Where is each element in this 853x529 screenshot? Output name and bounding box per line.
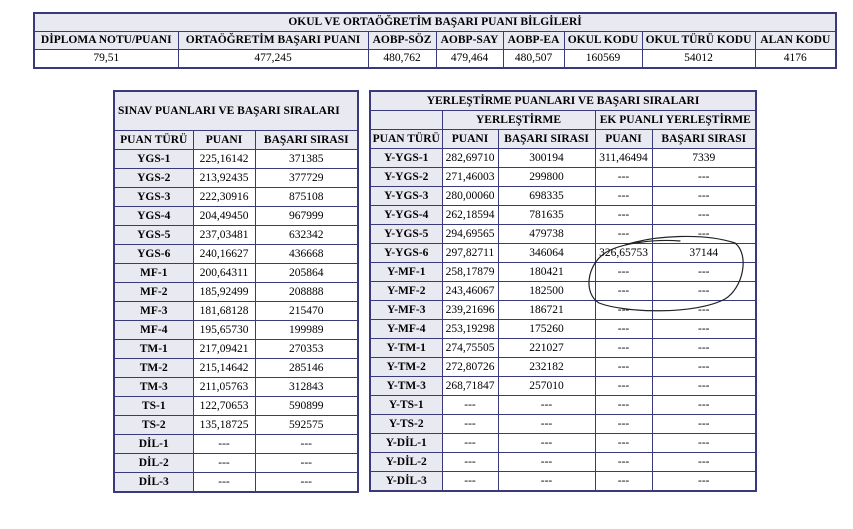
col-header: PUANI (442, 130, 498, 149)
group-header-bonus-placement: EK PUANLI YERLEŞTİRME (595, 111, 756, 130)
score-type-cell: TM-1 (114, 340, 193, 359)
table-row (370, 453, 756, 472)
school-score-value-row (34, 50, 836, 69)
table-row (114, 188, 358, 207)
value-cell: --- (652, 263, 756, 282)
value-cell: 479738 (498, 225, 595, 244)
value-cell: 253,19298 (442, 320, 498, 339)
col-header: BAŞARI SIRASI (498, 130, 595, 149)
score-type-cell: Y-DİL-1 (370, 434, 442, 453)
table-row (370, 187, 756, 206)
score-type-cell: Y-TS-2 (370, 415, 442, 434)
table-row (114, 226, 358, 245)
value-cell: 480,507 (503, 50, 564, 69)
value-cell: --- (442, 396, 498, 415)
value-cell: 122,70653 (193, 397, 255, 416)
value-cell: 326,65753 (595, 244, 652, 263)
group-header-placement: YERLEŞTİRME (442, 111, 595, 130)
table-row (370, 282, 756, 301)
value-cell: 225,16142 (193, 150, 255, 169)
value-cell: --- (652, 358, 756, 377)
value-cell: 268,71847 (442, 377, 498, 396)
value-cell: --- (652, 453, 756, 472)
col-header: AOBP-SAY (436, 32, 503, 50)
value-cell: --- (652, 320, 756, 339)
value-cell: --- (595, 453, 652, 472)
value-cell: 175260 (498, 320, 595, 339)
value-cell: 237,03481 (193, 226, 255, 245)
value-cell: 200,64311 (193, 264, 255, 283)
score-type-cell: DİL-3 (114, 473, 193, 493)
table-row (370, 149, 756, 168)
value-cell: --- (652, 377, 756, 396)
table-row (114, 416, 358, 435)
table-row (370, 263, 756, 282)
score-type-cell: Y-YGS-2 (370, 168, 442, 187)
value-cell: --- (442, 453, 498, 472)
col-header: ALAN KODU (755, 32, 836, 50)
value-cell: 270353 (255, 340, 358, 359)
value-cell: --- (652, 301, 756, 320)
value-cell: --- (652, 434, 756, 453)
value-cell: 300194 (498, 149, 595, 168)
value-cell: 160569 (564, 50, 642, 69)
score-type-cell: Y-DİL-2 (370, 453, 442, 472)
placement-score-table (369, 90, 757, 492)
value-cell: --- (652, 206, 756, 225)
value-cell: 280,00060 (442, 187, 498, 206)
table-row (370, 472, 756, 492)
value-cell: 371385 (255, 150, 358, 169)
value-cell: --- (652, 472, 756, 492)
value-cell: 37144 (652, 244, 756, 263)
score-type-cell: Y-YGS-1 (370, 149, 442, 168)
score-type-cell: Y-YGS-6 (370, 244, 442, 263)
table-row (370, 396, 756, 415)
value-cell: --- (595, 168, 652, 187)
value-cell: 698335 (498, 187, 595, 206)
value-cell: --- (595, 358, 652, 377)
value-cell: --- (255, 435, 358, 454)
value-cell: 967999 (255, 207, 358, 226)
score-type-cell: YGS-1 (114, 150, 193, 169)
value-cell: 213,92435 (193, 169, 255, 188)
table-row (114, 378, 358, 397)
value-cell: --- (595, 320, 652, 339)
score-type-cell: MF-3 (114, 302, 193, 321)
score-type-cell: Y-YGS-4 (370, 206, 442, 225)
table-row (114, 207, 358, 226)
table-row (114, 473, 358, 493)
value-cell: 7339 (652, 149, 756, 168)
table-row (370, 320, 756, 339)
score-type-cell: TS-1 (114, 397, 193, 416)
value-cell: 217,09421 (193, 340, 255, 359)
value-cell: 205864 (255, 264, 358, 283)
value-cell: 243,46067 (442, 282, 498, 301)
value-cell: --- (595, 434, 652, 453)
table-row (370, 244, 756, 263)
value-cell: 274,75505 (442, 339, 498, 358)
table-row (114, 454, 358, 473)
score-type-cell: YGS-2 (114, 169, 193, 188)
value-cell: --- (498, 396, 595, 415)
score-type-cell: YGS-4 (114, 207, 193, 226)
value-cell: 272,80726 (442, 358, 498, 377)
value-cell: 211,05763 (193, 378, 255, 397)
value-cell: 294,69565 (442, 225, 498, 244)
col-header: AOBP-SÖZ (368, 32, 436, 50)
table-row (370, 415, 756, 434)
value-cell: --- (498, 453, 595, 472)
col-header: PUANI (193, 131, 255, 150)
value-cell: 346064 (498, 244, 595, 263)
value-cell: --- (652, 187, 756, 206)
table-row (370, 339, 756, 358)
value-cell: --- (652, 225, 756, 244)
score-type-cell: MF-2 (114, 283, 193, 302)
value-cell: 199989 (255, 321, 358, 340)
value-cell: --- (595, 187, 652, 206)
value-cell: 239,21696 (442, 301, 498, 320)
value-cell: 271,46003 (442, 168, 498, 187)
value-cell: 282,69710 (442, 149, 498, 168)
value-cell: 262,18594 (442, 206, 498, 225)
value-cell: 592575 (255, 416, 358, 435)
score-type-cell: Y-TM-1 (370, 339, 442, 358)
table-row (370, 434, 756, 453)
value-cell: 135,18725 (193, 416, 255, 435)
school-score-table (33, 12, 837, 69)
value-cell: 204,49450 (193, 207, 255, 226)
value-cell: --- (193, 454, 255, 473)
value-cell: --- (498, 472, 595, 492)
value-cell: --- (442, 434, 498, 453)
value-cell: 182500 (498, 282, 595, 301)
value-cell: 195,65730 (193, 321, 255, 340)
value-cell: --- (255, 454, 358, 473)
value-cell: --- (442, 472, 498, 492)
value-cell: 299800 (498, 168, 595, 187)
value-cell: --- (652, 396, 756, 415)
value-cell: 79,51 (34, 50, 178, 69)
value-cell: 232182 (498, 358, 595, 377)
score-type-cell: DİL-2 (114, 454, 193, 473)
value-cell: 215470 (255, 302, 358, 321)
score-type-cell: Y-TS-1 (370, 396, 442, 415)
col-header: BAŞARI SIRASI (255, 131, 358, 150)
table-row (114, 264, 358, 283)
value-cell: 297,82711 (442, 244, 498, 263)
value-cell: 632342 (255, 226, 358, 245)
value-cell: 377729 (255, 169, 358, 188)
score-type-cell: Y-TM-3 (370, 377, 442, 396)
value-cell: 222,30916 (193, 188, 255, 207)
value-cell: 54012 (642, 50, 755, 69)
value-cell: --- (595, 339, 652, 358)
table-row (370, 206, 756, 225)
value-cell: 208888 (255, 283, 358, 302)
value-cell: --- (498, 434, 595, 453)
exam-score-table (113, 90, 359, 493)
value-cell: 590899 (255, 397, 358, 416)
table-row (114, 321, 358, 340)
value-cell: 285146 (255, 359, 358, 378)
value-cell: --- (652, 339, 756, 358)
exam-score-header-row (114, 131, 358, 150)
value-cell: 181,68128 (193, 302, 255, 321)
value-cell: 781635 (498, 206, 595, 225)
score-type-cell: Y-YGS-3 (370, 187, 442, 206)
col-header: BAŞARI SIRASI (652, 130, 756, 149)
score-type-cell: Y-MF-3 (370, 301, 442, 320)
value-cell: 875108 (255, 188, 358, 207)
table-row (114, 283, 358, 302)
value-cell: --- (595, 396, 652, 415)
value-cell: 258,17879 (442, 263, 498, 282)
col-header: DİPLOMA NOTU/PUANI (34, 32, 178, 50)
score-type-cell: Y-MF-2 (370, 282, 442, 301)
score-type-cell: Y-MF-4 (370, 320, 442, 339)
table-row (114, 397, 358, 416)
value-cell: --- (442, 415, 498, 434)
table-row (370, 377, 756, 396)
score-type-cell: TM-2 (114, 359, 193, 378)
value-cell: --- (595, 263, 652, 282)
table-row (114, 302, 358, 321)
value-cell: --- (595, 415, 652, 434)
value-cell: 240,16627 (193, 245, 255, 264)
score-type-cell: YGS-6 (114, 245, 193, 264)
value-cell: --- (595, 206, 652, 225)
table-row (114, 435, 358, 454)
value-cell: 480,762 (368, 50, 436, 69)
value-cell: --- (193, 435, 255, 454)
col-header: PUAN TÜRÜ (114, 131, 193, 150)
group-spacer (370, 111, 442, 130)
col-header: AOBP-EA (503, 32, 564, 50)
score-type-cell: DİL-1 (114, 435, 193, 454)
value-cell: --- (255, 473, 358, 493)
score-type-cell: YGS-3 (114, 188, 193, 207)
table-row (114, 340, 358, 359)
value-cell: --- (498, 415, 595, 434)
col-header: OKUL TÜRÜ KODU (642, 32, 755, 50)
value-cell: 186721 (498, 301, 595, 320)
table-row (370, 358, 756, 377)
score-type-cell: Y-YGS-5 (370, 225, 442, 244)
value-cell: 221027 (498, 339, 595, 358)
score-type-cell: MF-1 (114, 264, 193, 283)
col-header: PUAN TÜRÜ (370, 130, 442, 149)
placement-score-title: YERLEŞTİRME PUANLARI VE BAŞARI SIRALARI (370, 91, 756, 111)
table-row (114, 169, 358, 188)
value-cell: --- (595, 301, 652, 320)
value-cell: --- (595, 377, 652, 396)
col-header: ORTAÖĞRETİM BAŞARI PUANI (178, 32, 368, 50)
exam-score-title: SINAV PUANLARI VE BAŞARI SIRALARI (114, 91, 358, 131)
value-cell: 312843 (255, 378, 358, 397)
value-cell: --- (595, 472, 652, 492)
value-cell: --- (652, 168, 756, 187)
score-type-cell: MF-4 (114, 321, 193, 340)
school-score-title: OKUL VE ORTAÖĞRETİM BAŞARI PUANI BİLGİLERİ (34, 13, 836, 32)
table-row (370, 225, 756, 244)
score-type-cell: Y-TM-2 (370, 358, 442, 377)
value-cell: --- (595, 282, 652, 301)
col-header: OKUL KODU (564, 32, 642, 50)
score-type-cell: YGS-5 (114, 226, 193, 245)
value-cell: 257010 (498, 377, 595, 396)
value-cell: --- (193, 473, 255, 493)
placement-score-header-row (370, 130, 756, 149)
value-cell: 311,46494 (595, 149, 652, 168)
value-cell: 477,245 (178, 50, 368, 69)
value-cell: 436668 (255, 245, 358, 264)
score-type-cell: Y-DİL-3 (370, 472, 442, 492)
score-type-cell: Y-MF-1 (370, 263, 442, 282)
table-row (370, 301, 756, 320)
value-cell: --- (652, 282, 756, 301)
table-row (370, 168, 756, 187)
school-score-header-row (34, 32, 836, 50)
table-row (114, 359, 358, 378)
value-cell: 479,464 (436, 50, 503, 69)
score-type-cell: TM-3 (114, 378, 193, 397)
value-cell: 180421 (498, 263, 595, 282)
value-cell: --- (595, 225, 652, 244)
value-cell: --- (652, 415, 756, 434)
score-type-cell: TS-2 (114, 416, 193, 435)
value-cell: 4176 (755, 50, 836, 69)
table-row (114, 150, 358, 169)
table-row (114, 245, 358, 264)
col-header: PUANI (595, 130, 652, 149)
value-cell: 215,14642 (193, 359, 255, 378)
value-cell: 185,92499 (193, 283, 255, 302)
